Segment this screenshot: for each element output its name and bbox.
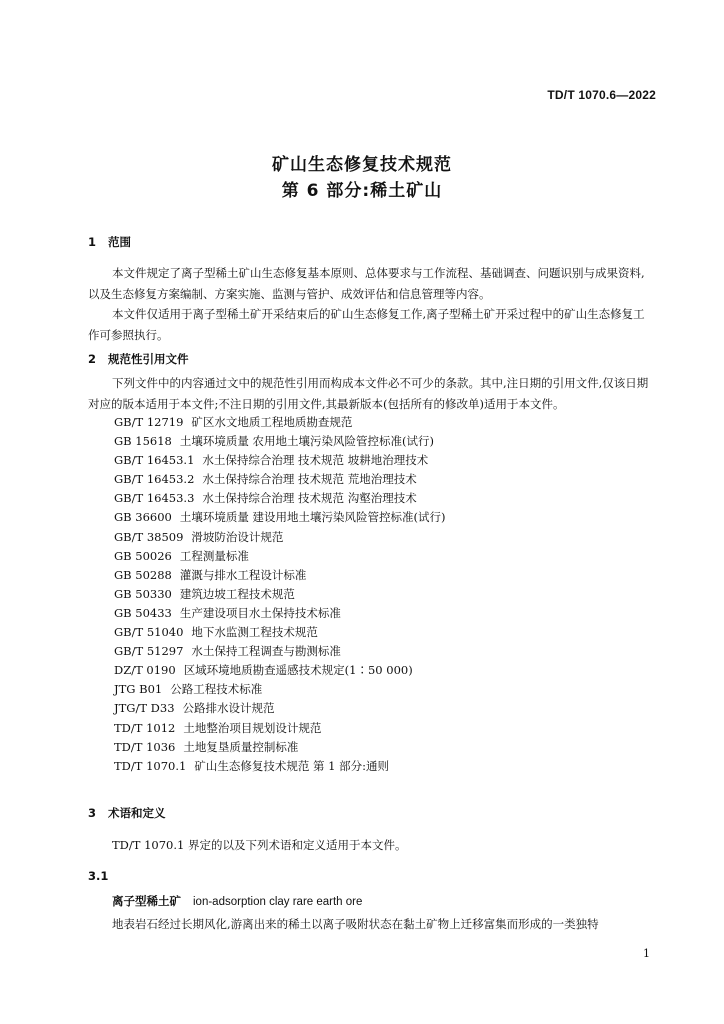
reference-code: JTG/T D33 <box>114 701 175 716</box>
reference-title: 滑坡防治设计规范 <box>191 529 284 544</box>
reference-code: GB 50330 <box>114 586 172 601</box>
reference-item <box>114 566 446 585</box>
reference-title: 土壤环境质量 农用地土壤污染风险管控标准(试行) <box>179 434 435 449</box>
reference-code: GB/T 16453.1 <box>114 453 195 468</box>
reference-title: 水土保持综合治理 技术规范 坡耕地治理技术 <box>202 453 429 468</box>
section-number: 3 <box>88 806 97 820</box>
reference-title: 公路排水设计规范 <box>182 701 275 716</box>
reference-item <box>114 623 446 642</box>
reference-code: GB/T 38509 <box>114 529 184 544</box>
reference-item <box>114 528 446 547</box>
reference-item <box>114 757 446 776</box>
reference-title: 地下水监测工程技术规范 <box>191 625 318 640</box>
reference-code: GB 50288 <box>114 567 172 582</box>
reference-item <box>114 719 446 738</box>
reference-title: 矿山生态修复技术规范 第 1 部分:通则 <box>194 758 389 773</box>
doc-title: 矿山生态修复技术规范 <box>272 155 452 175</box>
section-title: 术语和定义 <box>108 806 166 820</box>
reference-title: 水土保持工程调查与勘测标准 <box>191 644 341 659</box>
reference-code: TD/T 1012 <box>114 720 176 735</box>
reference-item <box>114 489 446 508</box>
reference-title: 建筑边坡工程技术规范 <box>179 586 295 601</box>
reference-title: 水土保持综合治理 技术规范 沟壑治理技术 <box>202 491 417 506</box>
section-number: 1 <box>88 235 97 249</box>
reference-code: JTG B01 <box>114 682 163 697</box>
reference-code: TD/T 1036 <box>114 739 176 754</box>
term-entry <box>88 891 656 913</box>
term-definition: 地表岩石经过长期风化,游离出来的稀土以离子吸附状态在黏土矿物上迁移富集而形成的一类独特 <box>112 917 599 931</box>
reference-title: 工程测量标准 <box>179 548 249 563</box>
reference-code: GB/T 16453.2 <box>114 472 195 487</box>
reference-item <box>114 470 446 489</box>
reference-item <box>114 738 446 757</box>
reference-code: GB/T 51040 <box>114 625 184 640</box>
reference-item <box>114 680 446 699</box>
reference-title: 生产建设项目水土保持技术标准 <box>179 605 341 620</box>
reference-code: TD/T 1070.1 <box>114 758 187 773</box>
reference-title: 灌溉与排水工程设计标准 <box>179 567 307 582</box>
reference-item <box>114 699 446 718</box>
reference-code: DZ/T 0190 <box>114 663 176 678</box>
reference-code: GB 36600 <box>114 510 172 525</box>
reference-code: GB/T 51297 <box>114 644 184 659</box>
reference-item <box>114 508 446 527</box>
reference-code: GB/T 16453.3 <box>114 491 195 506</box>
reference-item <box>114 413 446 432</box>
reference-item <box>114 547 446 566</box>
section-3-intro: TD/T 1070.1 界定的以及下列术语和定义适用于本文件。 <box>112 838 407 852</box>
term-english: ion-adsorption clay rare earth ore <box>193 896 363 908</box>
section-2-intro: 下列文件中的内容通过文中的规范性引用而构成本文件必不可少的条款。其中,注日期的引用文件,仅该日期对应的版本适用于本文件;不注日期的引用文件,其最新版本(包括所有的修改单)适用于本文件。 <box>88 376 649 411</box>
reference-item <box>114 451 446 470</box>
subsection-3-1-number: 3.1 <box>88 869 109 883</box>
reference-code: GB 50433 <box>114 605 172 620</box>
section-1-paragraph-1: 本文件规定了离子型稀土矿山生态修复基本原则、总体要求与工作流程、基础调查、问题识别与成果资料,以及生态修复方案编制、方案实施、监测与管护、成效评估和信息管理等内容。 <box>88 266 645 301</box>
doc-subtitle: 第 6 部分:稀土矿山 <box>281 181 443 201</box>
reference-title: 公路工程技术标准 <box>170 682 263 697</box>
reference-code: GB/T 12719 <box>114 415 184 429</box>
reference-item <box>114 585 446 604</box>
reference-item <box>114 432 446 451</box>
section-3-heading <box>88 805 166 821</box>
reference-code: GB 50026 <box>114 548 172 563</box>
section-2-heading <box>88 351 189 367</box>
term-chinese: 离子型稀土矿 <box>112 894 181 908</box>
reference-title: 水土保持综合治理 技术规范 荒地治理技术 <box>202 472 417 487</box>
reference-title: 矿区水文地质工程地质勘查规范 <box>191 415 353 429</box>
section-1-heading <box>88 234 131 250</box>
section-number: 2 <box>88 352 97 366</box>
reference-item <box>114 661 446 680</box>
reference-item <box>114 604 446 623</box>
reference-title: 土壤环境质量 建设用地土壤污染风险管控标准(试行) <box>179 510 446 525</box>
normative-references-list <box>114 413 446 776</box>
reference-title: 土地复垦质量控制标准 <box>183 739 299 754</box>
reference-code: GB 15618 <box>114 434 172 449</box>
doc-number: TD/T 1070.6—2022 <box>547 88 656 102</box>
section-1-paragraph-2: 本文件仅适用于离子型稀土矿开采结束后的矿山生态修复工作,离子型稀土矿开采过程中的矿山生态修复工作可参照执行。 <box>88 307 645 342</box>
section-title: 范围 <box>108 235 131 249</box>
reference-title: 土地整治项目规划设计规范 <box>183 720 322 735</box>
page-number: 1 <box>643 947 650 960</box>
reference-title: 区域环境地质勘查遥感技术规定(1∶50 000) <box>183 663 413 678</box>
reference-item <box>114 642 446 661</box>
section-title: 规范性引用文件 <box>108 352 189 366</box>
